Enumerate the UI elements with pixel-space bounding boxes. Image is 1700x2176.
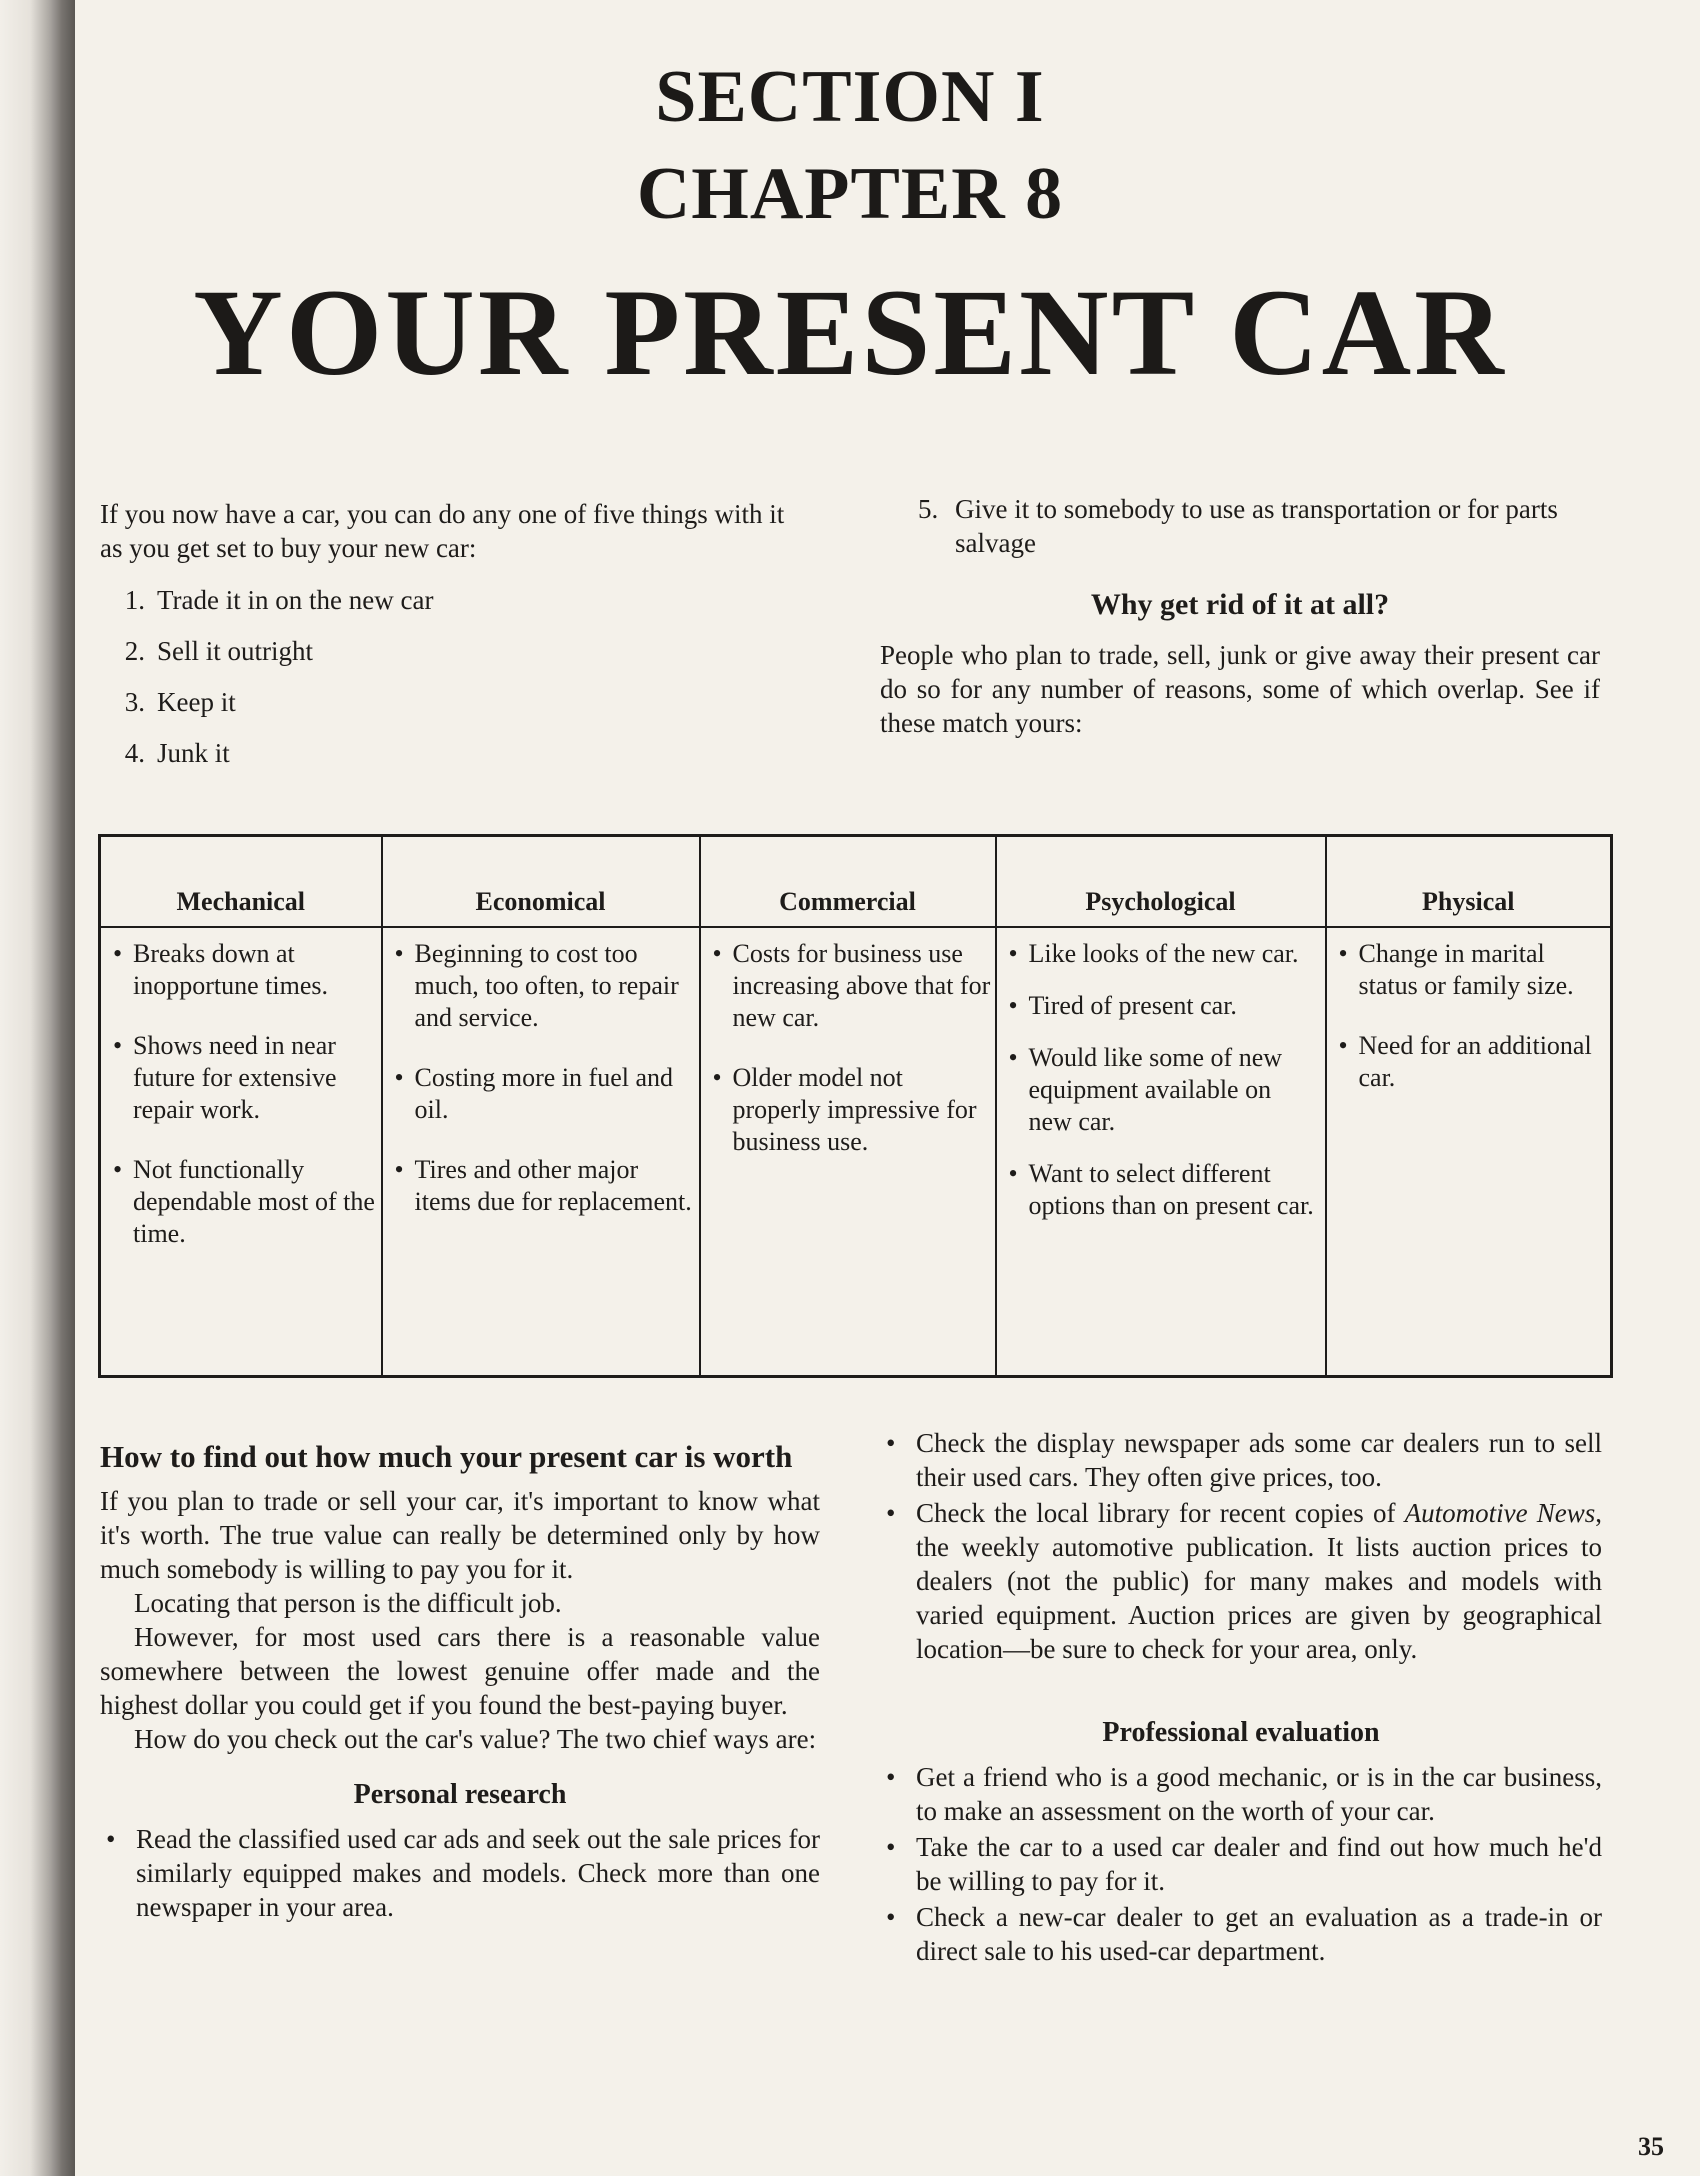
- page-title: YOUR PRESENT CAR: [193, 264, 1507, 401]
- list-item: • Costing more in fuel and oil.: [395, 1062, 695, 1126]
- research-list: [880, 1426, 1602, 1666]
- worth-paragraph: If you plan to trade or sell your car, it's important to know what it's worth. The true value can really be determined only by how much somebody is willing to pay you for it.: [100, 1486, 820, 1584]
- reasons-table: [98, 834, 1613, 1378]
- header-psychological: Psychological: [996, 836, 1326, 928]
- list-item: • Not functionally dependable most of the time.: [113, 1154, 377, 1250]
- list-item: • Need for an additional car.: [1339, 1030, 1607, 1094]
- why-heading: Why get rid of it at all?: [1090, 588, 1390, 621]
- list-item: • Like looks of the new car.: [1009, 938, 1321, 970]
- list-item: 1. Trade it in on the new car: [124, 585, 434, 615]
- worth-paragraph: How do you check out the car's value? The two chief ways are:: [134, 1724, 817, 1754]
- personal-research-list: [100, 1822, 820, 1924]
- worth-paragraph: Locating that person is the difficult job.: [134, 1588, 562, 1618]
- page-number: 35: [1638, 2132, 1664, 2161]
- options-list: [100, 583, 810, 770]
- section-heading: SECTION I: [655, 56, 1045, 138]
- table-header-row: [100, 836, 1612, 928]
- commercial-cell: [700, 927, 996, 1377]
- list-item: • Costs for business use increasing above that for new car.: [713, 938, 991, 1034]
- header-economical: Economical: [382, 836, 700, 928]
- list-item: • Change in marital status or family size.: [1339, 938, 1607, 1002]
- list-item: 4. Junk it: [124, 738, 230, 768]
- list-item: • Check a new-car dealer to get an evaluation as a trade-in or direct sale to his used-car department.: [880, 1900, 1602, 1968]
- physical-cell: [1326, 927, 1612, 1377]
- list-item: • Get a friend who is a good mechanic, or is in the car business, to make an assessment on the worth of your car.: [880, 1760, 1602, 1828]
- chapter-heading: CHAPTER 8: [636, 153, 1064, 235]
- worth-heading: How to find out how much your present car is worth: [100, 1439, 793, 1474]
- mechanical-cell: [100, 927, 382, 1377]
- list-item: • Read the classified used car ads and seek out the sale prices for similarly equipped makes and models. Check more than one newspaper in your area.: [100, 1822, 820, 1924]
- list-item: • Breaks down at inopportune times.: [113, 938, 377, 1002]
- header-commercial: Commercial: [700, 836, 996, 928]
- professional-evaluation-heading: Professional evaluation: [1102, 1717, 1380, 1748]
- list-item: • Would like some of new equipment available on new car.: [1009, 1042, 1321, 1138]
- list-item: 5. Give it to somebody to use as transportation or for parts salvage: [918, 494, 1558, 558]
- table-row: [100, 927, 1612, 1377]
- research-right-column: [880, 1426, 1602, 1970]
- worth-paragraph: However, for most used cars there is a reasonable value somewhere between the lowest genuine offer made and the highest dollar you could get if you found the best-paying buyer.: [100, 1622, 820, 1720]
- intro-paragraph: If you now have a car, you can do any one of five things with it as you get set to buy your new car:: [100, 499, 785, 563]
- list-item: • Beginning to cost too much, too often, to repair and service.: [395, 938, 695, 1034]
- economical-cell: [382, 927, 700, 1377]
- intro-right-column: [880, 492, 1600, 740]
- worth-column: [100, 1438, 820, 1926]
- why-paragraph: People who plan to trade, sell, junk or give away their present car do so for any number of reasons, some of which overlap. See if these match yours:: [880, 640, 1600, 738]
- personal-research-heading: Personal research: [353, 1779, 567, 1810]
- list-item: • Older model not properly impressive for business use.: [713, 1062, 991, 1158]
- psychological-cell: [996, 927, 1326, 1377]
- list-item: • Check the display newspaper ads some car dealers run to sell their used cars. They often give prices, too.: [880, 1426, 1602, 1494]
- list-item: • Check the local library for recent copies of Automotive News, the weekly automotive publication. It lists auction prices to dealers (not the public) for many makes and models with varied equipment. Auction prices are given by geographical location—be sure to check for your area, only.: [880, 1496, 1602, 1666]
- intro-column: [100, 497, 810, 787]
- list-item: • Take the car to a used car dealer and find out how much he'd be willing to pay for it.: [880, 1830, 1602, 1898]
- professional-list: [880, 1760, 1602, 1968]
- list-item: 3. Keep it: [124, 687, 236, 717]
- list-item: • Shows need in near future for extensive repair work.: [113, 1030, 377, 1126]
- list-item: • Tires and other major items due for replacement.: [395, 1154, 695, 1218]
- list-item: 2. Sell it outright: [124, 636, 314, 666]
- list-item: • Want to select different options than on present car.: [1009, 1158, 1321, 1222]
- list-item: • Tired of present car.: [1009, 990, 1321, 1022]
- header-mechanical: Mechanical: [100, 836, 382, 928]
- header-physical: Physical: [1326, 836, 1612, 928]
